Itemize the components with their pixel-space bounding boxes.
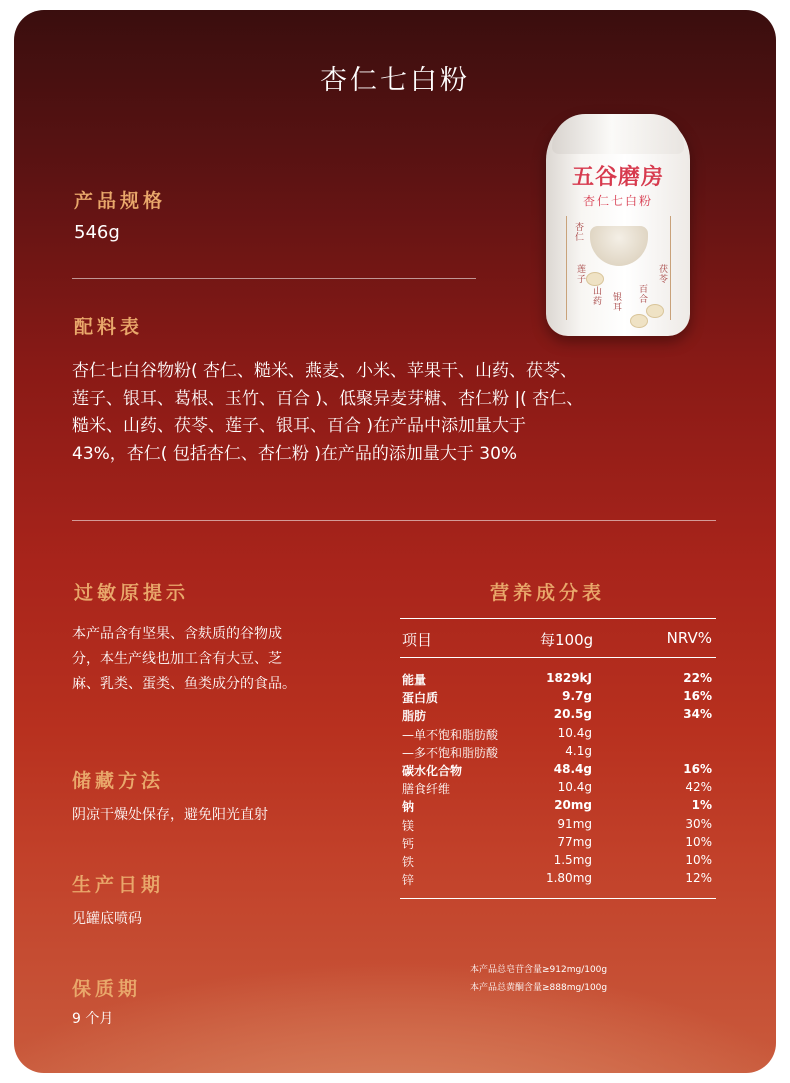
nutrition-row	[400, 871, 716, 889]
ingredients-line: 莲子、银耳、葛根、玉竹、百合 )、低聚异麦芽糖、杏仁粉 |( 杏仁、	[72, 388, 584, 409]
nutrition-nrv: 12%	[685, 871, 712, 886]
jar-tag: 莲子	[575, 264, 585, 284]
production-date-value: 见罐底喷码	[72, 911, 142, 927]
jar-grain-icon	[646, 304, 664, 318]
storage-heading: 储藏方法	[72, 770, 165, 792]
nutrition-per100g: 77mg	[557, 834, 592, 849]
spec-heading: 产品规格	[74, 190, 167, 212]
nutrition-nrv: 42%	[685, 780, 712, 795]
nutrition-col-per100g: 每100g	[540, 631, 594, 649]
page-title: 杏仁七白粉	[320, 65, 470, 96]
nutrition-item: 钠	[402, 800, 415, 815]
nutrition-row	[400, 798, 716, 816]
nutrition-nrv: 16%	[683, 689, 712, 704]
nutrition-row	[400, 744, 716, 762]
jar-tag: 杏仁	[573, 222, 583, 242]
nutrition-item: 膳食纤维	[402, 782, 451, 797]
jar-tag: 山药	[591, 286, 601, 306]
nutrition-nrv: 30%	[685, 816, 712, 831]
jar-lid	[552, 114, 684, 154]
nutrition-per100g: 1829kJ	[546, 671, 592, 685]
production-date-heading: 生产日期	[72, 874, 165, 896]
allergy-heading: 过敏原提示	[74, 582, 190, 604]
shelf-life-heading: 保质期	[72, 978, 142, 1000]
nutrition-note: 本产品总皂苷含量≥912mg/100g	[470, 965, 608, 975]
nutrition-item: —多不饱和脂肪酸	[402, 745, 499, 760]
nutrition-row	[400, 671, 716, 689]
nutrition-per100g: 9.7g	[562, 689, 592, 704]
shelf-life-value: 9 个月	[72, 1011, 114, 1027]
nutrition-item: 镁	[402, 818, 415, 833]
nutrition-per100g: 91mg	[557, 816, 592, 831]
nutrition-item: —单不饱和脂肪酸	[402, 727, 499, 742]
divider	[72, 520, 716, 521]
nutrition-item: 钙	[402, 836, 415, 851]
nutrition-row	[400, 853, 716, 871]
nutrition-item: 碳水化合物	[402, 764, 463, 778]
jar-bowl-illustration	[590, 226, 648, 266]
ingredients-line: 糙米、山药、茯苓、莲子、银耳、百合 )在产品中添加量大于	[72, 416, 527, 436]
nutrition-item: 脂肪	[402, 709, 427, 724]
nutrition-item: 能量	[402, 673, 427, 687]
nutrition-per100g: 1.5mg	[553, 853, 592, 867]
nutrition-row	[400, 689, 716, 707]
nutrition-col-nrv: NRV%	[666, 629, 712, 647]
divider	[72, 278, 476, 279]
jar-grain-icon	[630, 314, 648, 328]
nutrition-table-bottom-rule	[400, 898, 716, 899]
nutrition-row	[400, 762, 716, 780]
nutrition-per100g: 10.4g	[557, 725, 592, 740]
storage-value: 阴凉干燥处保存，避免阳光直射	[72, 807, 268, 823]
jar-tag: 银耳	[611, 292, 621, 312]
nutrition-table-header	[400, 618, 716, 658]
nutrition-per100g: 1.80mg	[545, 871, 592, 886]
nutrition-nrv: 10%	[685, 834, 712, 849]
nutrition-nrv: 1%	[691, 798, 712, 813]
ingredients-heading: 配料表	[74, 316, 144, 338]
product-info-card	[14, 10, 776, 1073]
nutrition-row	[400, 707, 716, 725]
nutrition-note: 本产品总黄酮含量≥888mg/100g	[470, 983, 608, 993]
nutrition-item: 蛋白质	[402, 691, 439, 706]
nutrition-per100g: 20.5g	[553, 707, 592, 722]
nutrition-per100g: 4.1g	[565, 743, 592, 758]
jar-brand-label: 五谷磨房	[571, 164, 664, 190]
nutrition-nrv: 16%	[683, 762, 712, 776]
nutrition-nrv: 10%	[685, 853, 712, 867]
allergy-line: 分，本生产线也加工含有大豆、芝	[72, 651, 282, 667]
product-jar-image	[546, 114, 690, 336]
jar-divider-line	[566, 216, 567, 320]
nutrition-row	[400, 780, 716, 798]
nutrition-item: 锌	[402, 873, 415, 888]
nutrition-per100g: 48.4g	[553, 762, 592, 776]
jar-grain-icon	[586, 272, 604, 286]
nutrition-col-item: 项目	[402, 631, 433, 649]
ingredients-line: 杏仁七白谷物粉( 杏仁、糙米、燕麦、小米、苹果干、山药、茯苓、	[72, 361, 578, 381]
nutrition-heading: 营养成分表	[490, 582, 606, 604]
jar-divider-line	[670, 216, 671, 320]
ingredients-line: 43%，杏仁( 包括杏仁、杏仁粉 )在产品的添加量大于 30%	[72, 443, 518, 464]
nutrition-row	[400, 726, 716, 744]
allergy-line: 麻、乳类、蛋类、鱼类成分的食品。	[72, 676, 296, 692]
jar-tag: 百合	[637, 284, 647, 304]
allergy-line: 本产品含有坚果、含麸质的谷物成	[72, 626, 282, 642]
nutrition-item: 铁	[402, 855, 415, 869]
spec-value: 546g	[74, 222, 120, 243]
nutrition-row	[400, 835, 716, 853]
nutrition-per100g: 20mg	[554, 798, 592, 813]
nutrition-nrv: 34%	[683, 707, 712, 722]
jar-tag: 茯苓	[657, 264, 667, 284]
nutrition-per100g: 10.4g	[557, 780, 592, 795]
nutrition-nrv: 22%	[683, 671, 712, 685]
jar-product-name: 杏仁七白粉	[582, 194, 653, 208]
ingredients-text	[72, 358, 732, 468]
nutrition-row	[400, 817, 716, 835]
allergy-text	[72, 622, 296, 697]
